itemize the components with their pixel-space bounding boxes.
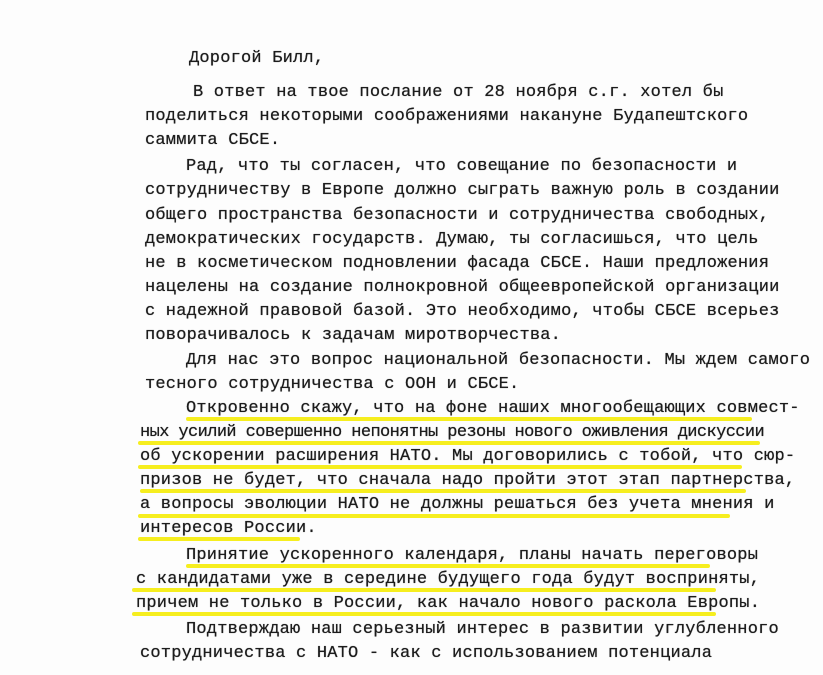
letter-line: поворачивалось к задачам миротворчества. bbox=[145, 326, 562, 345]
letter-line-highlighted: ных усилий совершенно непонятны резоны нового оживления дискуссии bbox=[140, 423, 765, 442]
letter-line: нацелены на создание полнокровной общеевропейской организации bbox=[145, 278, 780, 297]
letter-line-highlighted: Принятие ускоренного календаря, планы начать переговоры bbox=[186, 546, 759, 565]
letter-line: сотрудничества с НАТО - как с использованием потенциала bbox=[140, 644, 713, 663]
letter-line: Рад, что ты согласен, что совещание по безопасности и bbox=[186, 157, 738, 176]
letter-line: В ответ на твое послание от 28 ноября с.г. хотел бы bbox=[193, 83, 724, 102]
letter-line: общего пространства безопасности и сотрудничества свободных, bbox=[145, 206, 770, 225]
letter-line-highlighted: с кандидатами уже в середине будущего года будут восприняты, bbox=[136, 570, 761, 589]
letter-line-highlighted: причем не только в России, как начало нового раскола Европы. bbox=[136, 594, 761, 613]
letter-line: тесного сотрудничества с ООН и СБСЕ. bbox=[145, 375, 520, 394]
letter-line-highlighted: а вопросы эволюции НАТО не должны решаться без учета мнения и bbox=[140, 495, 775, 514]
letter-line-highlighted: интересов России. bbox=[140, 519, 317, 538]
letter-line-highlighted: призов не будет, что сначала надо пройти этот этап партнерства, bbox=[140, 471, 796, 490]
letter-line-highlighted: об ускорении расширения НАТО. Мы договорились с тобой, что сюр- bbox=[140, 447, 796, 466]
letter-line: с надежной правовой базой. Это необходимо, чтобы СБСЕ всерьез bbox=[145, 302, 780, 321]
letter-salutation: Дорогой Билл, bbox=[189, 49, 325, 68]
letter-line: сотрудничеству в Европе должно сыграть важную роль в создании bbox=[145, 181, 780, 200]
letter-line: демократических государств. Думаю, ты согласишься, что цель bbox=[145, 230, 759, 249]
letter-line: поделиться некоторыми соображениями накануне Будапештского bbox=[145, 107, 749, 126]
letter-line: саммита СБСЕ. bbox=[145, 131, 281, 150]
letter-line: не в косметическом подновлении фасада СБСЕ. Наши предложения bbox=[145, 254, 770, 273]
letter-line: Подтверждаю наш серьезный интерес в развитии углубленного bbox=[186, 620, 779, 639]
letter-line-highlighted: Откровенно скажу, что на фоне наших многообещающих совмест- bbox=[186, 399, 800, 418]
letter-line: Для нас это вопрос национальной безопасности. Мы ждем самого bbox=[186, 351, 811, 370]
